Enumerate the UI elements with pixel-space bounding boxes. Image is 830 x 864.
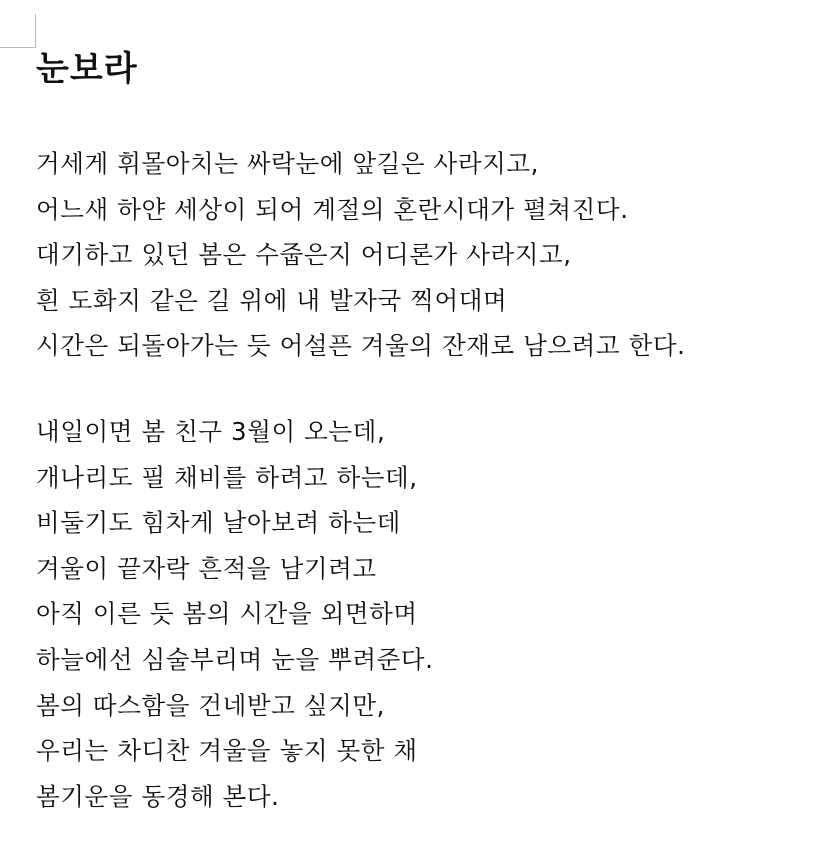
poem-line: 겨울이 끝자락 흔적을 남기려고 (36, 553, 377, 583)
poem-line: 내일이면 봄 친구 3월이 오는데, (36, 417, 386, 446)
poem-line: 대기하고 있던 봄은 수줍은지 어디론가 사라지고, (36, 240, 572, 270)
poem-line: 하늘에선 심술부리며 눈을 뿌려준다. (36, 644, 434, 674)
page-corner-mark (0, 0, 36, 48)
corner-mark-horizontal-line (0, 47, 36, 48)
poem-line: 봄기운을 동경해 본다. (36, 781, 280, 811)
poem-line: 비둘기도 힘차게 날아보려 하는데 (36, 508, 401, 538)
corner-mark-vertical-line (35, 14, 36, 48)
poem-line: 우리는 차디찬 겨울을 놓지 못한 채 (36, 736, 418, 766)
stanza-2 (36, 409, 434, 819)
stanza-1 (36, 141, 686, 369)
poem-title: 눈보라 (36, 49, 138, 89)
poem-line: 시간은 되돌아가는 듯 어설픈 겨울의 잔재로 남으려고 한다. (36, 331, 686, 361)
poem-line: 거세게 휘몰아치는 싸락눈에 앞길은 사라지고, (36, 149, 540, 178)
poem-line: 개나리도 필 채비를 하려고 하는데, (36, 462, 418, 492)
poem-line: 봄의 따스함을 건네받고 싶지만, (36, 690, 386, 720)
poem-line: 흰 도화지 같은 길 위에 내 발자국 찍어대며 (36, 285, 508, 315)
poem-line: 아직 이른 듯 봄의 시간을 외면하며 (36, 599, 418, 629)
poem-line: 어느새 하얀 세상이 되어 계절의 혼란시대가 펼쳐진다. (36, 194, 629, 224)
